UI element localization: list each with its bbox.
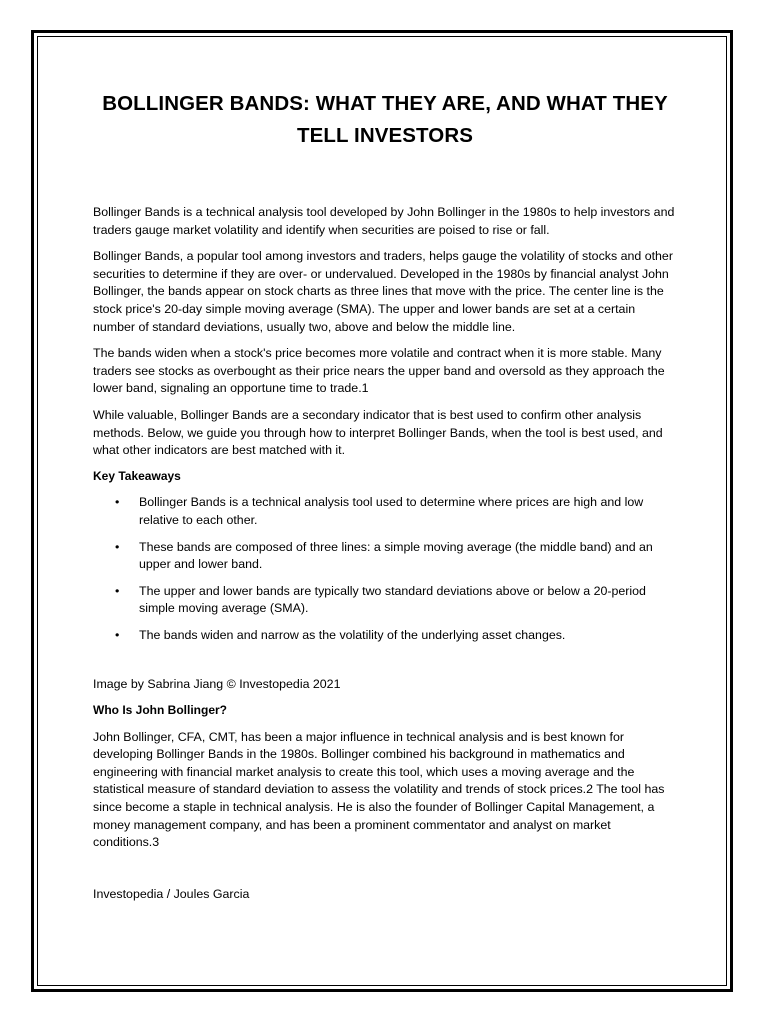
page-title: BOLLINGER BANDS: WHAT THEY ARE, AND WHAT THEY TELL INVESTORS <box>102 92 668 147</box>
list-item <box>115 583 677 618</box>
section-heading: Who Is John Bollinger? <box>93 703 227 718</box>
document-body <box>93 88 677 903</box>
list-item-text: These bands are composed of three lines: a simple moving average (the middle band) and an upper and lower band. <box>139 539 653 572</box>
key-takeaways-heading: Key Takeaways <box>93 468 181 483</box>
bullet-icon: • <box>115 539 120 554</box>
body-paragraph: The bands widen when a stock's price becomes more volatile and contract when it is more stable. Many traders see stocks as overbought as their price nears the upper band and oversold as they approach the lower band, signaling an opportune time to trade.1 <box>93 346 665 396</box>
list-item <box>115 539 677 574</box>
image-caption: Image by Sabrina Jiang © Investopedia 2021 <box>93 677 341 692</box>
list-item-text: The bands widen and narrow as the volatility of the underlying asset changes. <box>139 627 566 642</box>
key-takeaways-list <box>93 494 677 644</box>
bullet-icon: • <box>115 495 120 510</box>
intro-paragraph: Bollinger Bands is a technical analysis tool developed by John Bollinger in the 1980s to help investors and traders gauge market volatility and identify when securities are poised to rise or fall. <box>93 205 675 237</box>
bullet-icon: • <box>115 583 120 598</box>
image-caption: Investopedia / Joules Garcia <box>93 886 250 901</box>
list-item-text: The upper and lower bands are typically two standard deviations above or below a 20-period simple moving average (SMA). <box>139 583 646 616</box>
list-item <box>115 627 677 645</box>
list-item <box>115 494 677 529</box>
bollinger-paragraph: John Bollinger, CFA, CMT, has been a major influence in technical analysis and is best known for developing Bollinger Bands in the 1980s. Bollinger combined his background in mathematics and engineering with financial market analysis to create this tool, which uses a moving average and the statistical measure of standard deviation to assess the volatility and trends of stock prices.2 The tool has since become a staple in technical analysis. He is also the founder of Bollinger Capital Management, a money management company, and has been a prominent commentator and analyst on market conditions.3 <box>93 729 665 850</box>
bullet-icon: • <box>115 627 120 642</box>
body-paragraph: While valuable, Bollinger Bands are a secondary indicator that is best used to confirm other analysis methods. Below, we guide you through how to interpret Bollinger Bands, when the tool is best used, and what other indicators are best matched with it. <box>93 407 663 458</box>
body-paragraph: Bollinger Bands, a popular tool among investors and traders, helps gauge the volatility of stocks and other securities to determine if they are over- or undervalued. Developed in the 1980s by financial analyst John Bollinger, the bands appear on stock charts as three lines that move with the price. The center line is the stock price's 20-day simple moving average (SMA). The upper and lower bands are set at a certain number of standard deviations, usually two, above and below the middle line. <box>93 249 673 334</box>
list-item-text: Bollinger Bands is a technical analysis tool used to determine where prices are high and low relative to each other. <box>139 495 644 527</box>
